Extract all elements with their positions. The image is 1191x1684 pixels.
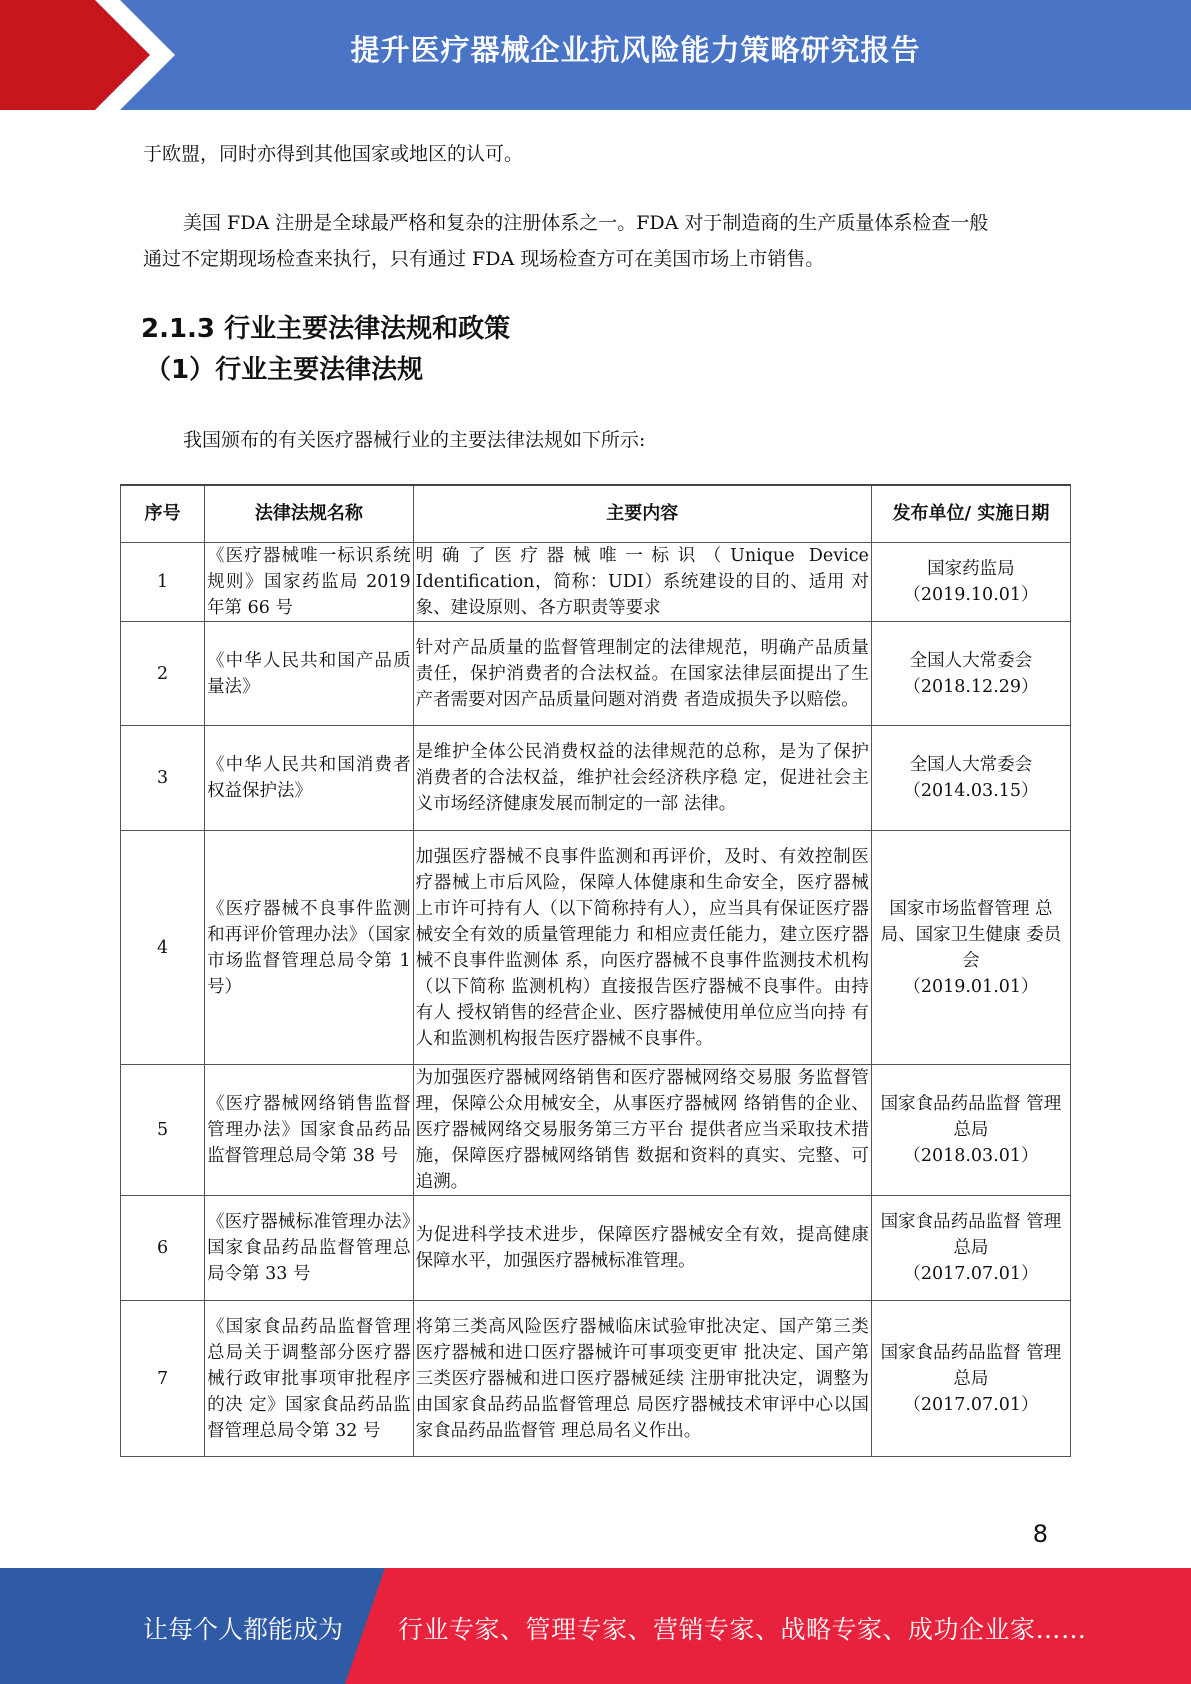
row-publisher (871, 1065, 1070, 1196)
publisher-date: （2017.07.01） (903, 1394, 1039, 1415)
publisher-date: （2017.07.01） (903, 1264, 1039, 1284)
row-content: 明确了医疗器械唯一标识（Unique Device Identification，简称：UDI）系统建设的目的、适用 对象、建设原则、各方职责等要求 (413, 543, 871, 622)
row-name: 《中华人民共和国产品质量法》 (205, 622, 414, 726)
row-no: 2 (121, 622, 205, 726)
header-no: 序号 (121, 485, 205, 543)
row-no: 5 (121, 1065, 205, 1196)
paragraph-fda-line2: 通过不定期现场检查来执行，只有通过 FDA 现场检查方可在美国市场上市销售。 (143, 248, 825, 270)
table-header-row (121, 485, 1071, 543)
publisher-name: 全国人大常委会 (909, 650, 1033, 671)
row-content: 为加强医疗器械网络销售和医疗器械网络交易服 务监督管理，保障公众用械安全，从事医疗器械网 络销售的企业、医疗器械网络交易服务第三方平台 提供者应当采取技术措施，保障医疗器械网络销售 数据和资料的真实、完整、可追溯。 (413, 1065, 871, 1196)
row-publisher (871, 543, 1070, 622)
table-row (121, 622, 1071, 726)
header-name: 法律法规名称 (205, 485, 414, 543)
footer-slogan-right: 行业专家、管理专家、营销专家、战略专家、成功企业家…… (398, 1615, 1087, 1644)
publisher-date: （2019.01.01） (903, 976, 1039, 997)
publisher-date: （2014.03.15） (903, 781, 1039, 801)
paragraph-continued: 于欧盟，同时亦得到其他国家或地区的认可。 (143, 143, 524, 165)
page-header (0, 0, 1191, 110)
publisher-date: （2019.10.01） (903, 585, 1039, 605)
publisher-name: 全国人大常委会 (909, 755, 1033, 775)
page-footer (0, 1568, 1191, 1684)
table-intro: 我国颁布的有关医疗器械行业的主要法律法规如下所示: (183, 429, 646, 451)
row-name: 《中华人民共和国消费者权益保护法》 (205, 726, 414, 831)
row-name: 《医疗器械唯一标识系统规则》国家药监局 2019 年第 66 号 (205, 543, 414, 622)
publisher-name: 国家市场监督管理 总局、国家卫生健康 委员会 (880, 898, 1062, 971)
table-row (121, 543, 1071, 622)
publisher-date: （2018.12.29） (903, 676, 1039, 697)
table-row (121, 1301, 1071, 1457)
paragraph-fda-line1: 美国 FDA 注册是全球最严格和复杂的注册体系之一。FDA 对于制造商的生产质量体系检查一般 (183, 212, 989, 234)
row-name: 《医疗器械标准管理办法》国家食品药品监督管理总局令第 33 号 (205, 1196, 414, 1301)
sub-heading: （1）行业主要法律法规 (145, 355, 424, 385)
row-publisher (871, 1301, 1070, 1457)
row-publisher (871, 726, 1070, 831)
table-row (121, 726, 1071, 831)
row-name: 《医疗器械不良事件监测和再评价管理办法》（国家市场监督管理总局令第 1 号） (205, 831, 414, 1065)
row-no: 3 (121, 726, 205, 831)
row-name: 《医疗器械网络销售监督管理办法》国家食品药品监督管理总局令第 38 号 (205, 1065, 414, 1196)
table-row (121, 831, 1071, 1065)
row-no: 7 (121, 1301, 205, 1457)
publisher-name: 国家食品药品监督 管理总局 (880, 1212, 1062, 1258)
row-no: 6 (121, 1196, 205, 1301)
section-heading: 2.1.3 行业主要法律法规和政策 (141, 314, 511, 344)
row-content: 将第三类高风险医疗器械临床试验审批决定、国产第三类医疗器械和进口医疗器械许可事项变更审 批决定、国产第三类医疗器械和进口医疗器械延续 注册审批决定，调整为由国家食品药品监督管理总 局医疗器械技术审评中心以国家食品药品监督管 理总局名义作出。 (413, 1301, 871, 1457)
row-name: 《国家食品药品监督管理总局关于调整部分医疗器械行政审批事项审批程序的决 定》国家食品药品监 督管理总局令第 32 号 (205, 1301, 414, 1457)
table-row (121, 1065, 1071, 1196)
publisher-name: 国家食品药品监督 管理总局 (880, 1094, 1062, 1140)
publisher-date: （2018.03.01） (903, 1146, 1039, 1166)
row-content: 加强医疗器械不良事件监测和再评价，及时、有效控制医疗器械上市后风险，保障人体健康和生命安全，医疗器械上市许可持有人（以下简称持有人），应当具有保证医疗器械安全有效的质量管理能力 和相应责任能力，建立医疗器械不良事件监测体 系，向医疗器械不良事件监测技术机构（以下简称 监测机构）直接报告医疗器械不良事件。由持有人 授权销售的经营企业、医疗器械使用单位应当向持 有人和监测机构报告医疗器械不良事件。 (413, 831, 871, 1065)
row-publisher (871, 831, 1070, 1065)
header-publisher: 发布单位/ 实施日期 (871, 485, 1070, 543)
row-content: 为促进科学技术进步，保障医疗器械安全有效，提高健康保障水平，加强医疗器械标准管理。 (413, 1196, 871, 1301)
row-no: 4 (121, 831, 205, 1065)
header-content: 主要内容 (413, 485, 871, 543)
publisher-name: 国家食品药品监督 管理总局 (880, 1342, 1062, 1389)
laws-table (120, 484, 1071, 1457)
row-content: 针对产品质量的监督管理制定的法律规范，明确产品质量责任，保护消费者的合法权益。在国家法律层面提出了生产者需要对因产品质量问题对消费 者造成损失予以赔偿。 (413, 622, 871, 726)
table-row (121, 1196, 1071, 1301)
publisher-name: 国家药监局 (927, 559, 1015, 579)
row-content: 是维护全体公民消费权益的法律规范的总称，是为了保护消费者的合法权益，维护社会经济秩序稳 定，促进社会主义市场经济健康发展而制定的一部 法律。 (413, 726, 871, 831)
row-publisher (871, 1196, 1070, 1301)
row-no: 1 (121, 543, 205, 622)
footer-slogan-left: 让每个人都能成为 (143, 1615, 344, 1644)
report-title: 提升医疗器械企业抗风险能力策略研究报告 (350, 33, 921, 67)
row-publisher (871, 622, 1070, 726)
page-number: 8 (1032, 1520, 1048, 1548)
